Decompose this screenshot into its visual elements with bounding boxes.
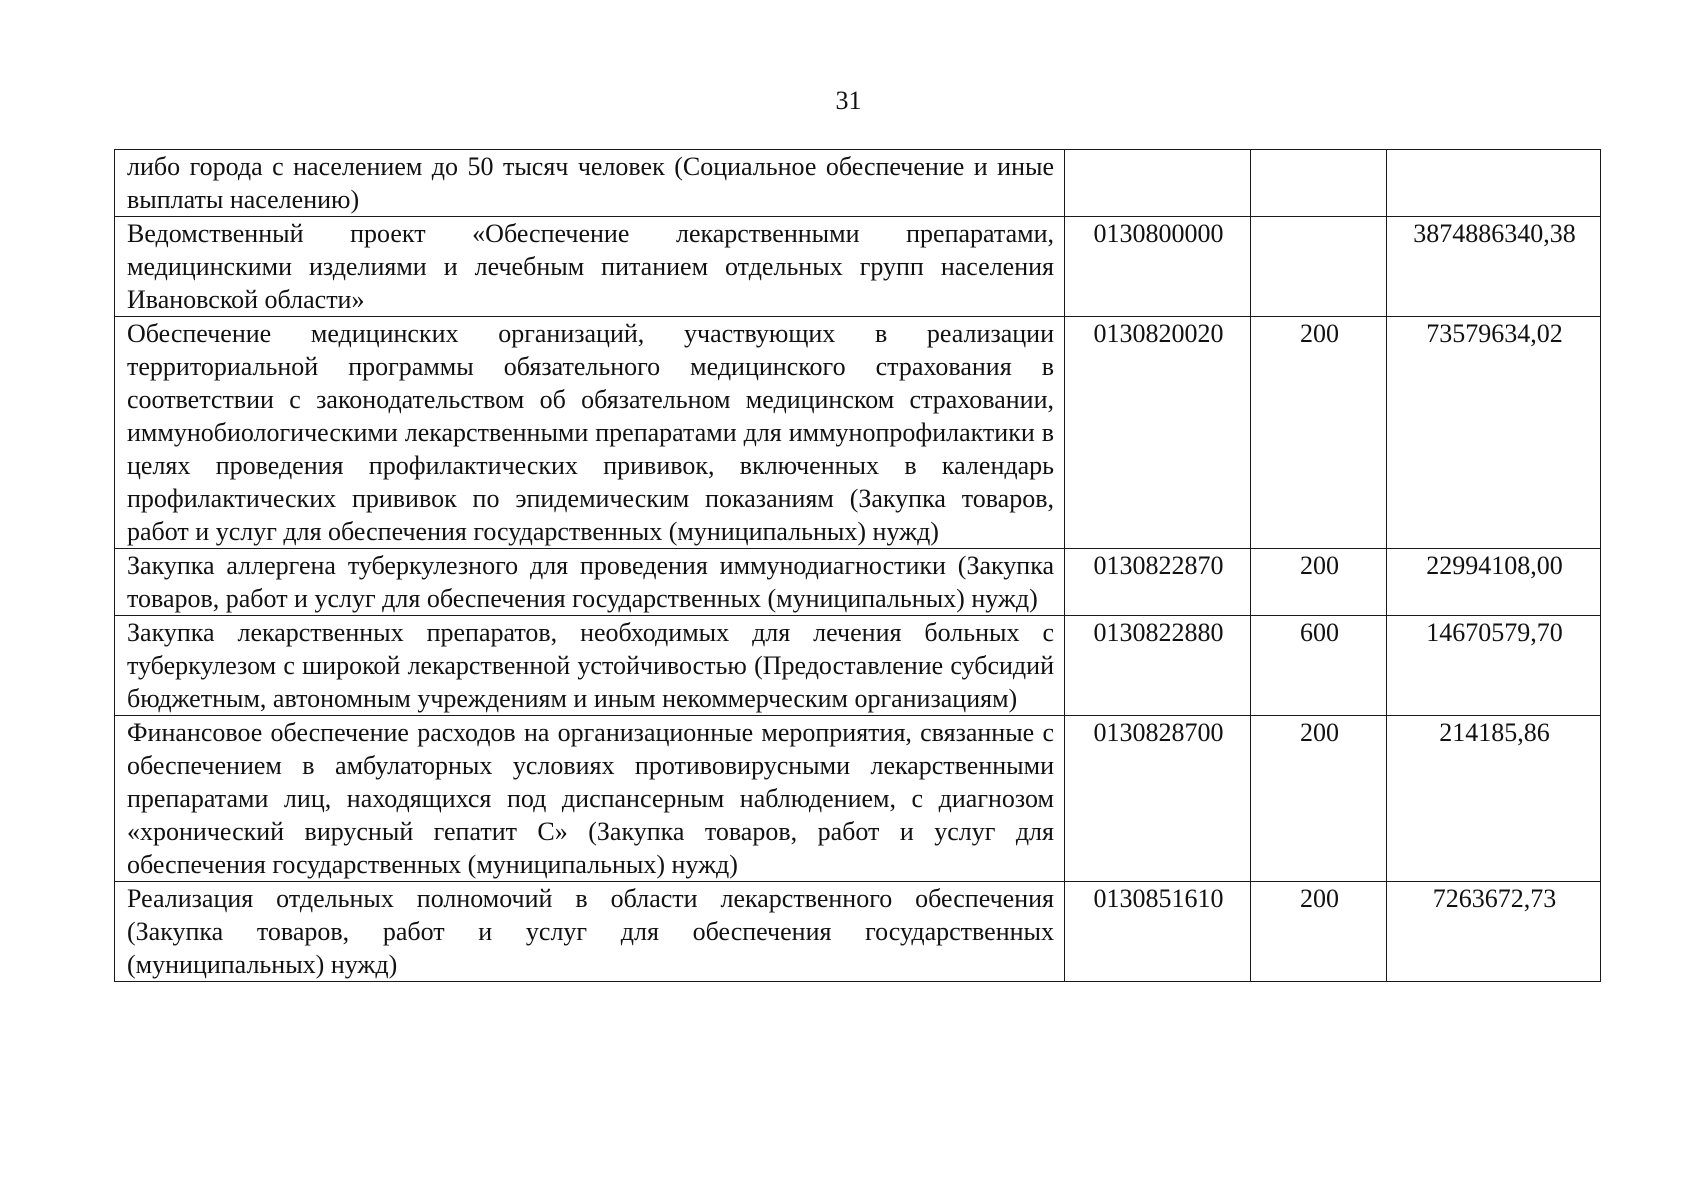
- row-expense-type-cell: [1251, 150, 1387, 217]
- row-name-cell: Обеспечение медицинских организаций, участвующих в реализации территориальной программы обязательного медицинского страхования в соответствии с законодательством об обязательном медицинском страховании, иммунобиологическими лекарственными препаратами для иммунопрофилактики в целях проведения профилактических прививок, включенных в календарь профилактических прививок по эпидемическим показаниям (Закупка товаров, работ и услуг для обеспечения государственных (муниципальных) нужд): [115, 317, 1065, 549]
- row-sum-cell: 22994108,00: [1387, 549, 1601, 616]
- row-name-cell: Ведомственный проект «Обеспечение лекарственными препаратами, медицинскими изделиями и лечебным питанием отдельных групп населения Ивановской области»: [115, 217, 1065, 317]
- table-row: [115, 317, 1601, 549]
- row-code-cell: 0130851610: [1065, 882, 1251, 982]
- table-row: [115, 217, 1601, 317]
- row-name-cell: Реализация отдельных полномочий в области лекарственного обеспечения (Закупка товаров, работ и услуг для обеспечения государственных (муниципальных) нужд): [115, 882, 1065, 982]
- row-sum-cell: 7263672,73: [1387, 882, 1601, 982]
- row-code-cell: 0130822880: [1065, 616, 1251, 716]
- table-row: [115, 150, 1601, 217]
- budget-table: [114, 149, 1601, 982]
- row-code-cell: 0130822870: [1065, 549, 1251, 616]
- row-code-cell: 0130828700: [1065, 716, 1251, 882]
- row-expense-type-cell: 600: [1251, 616, 1387, 716]
- table-row: [115, 616, 1601, 716]
- row-expense-type-cell: 200: [1251, 882, 1387, 982]
- row-name-cell: либо города с населением до 50 тысяч человек (Социальное обеспечение и иные выплаты населению): [115, 150, 1065, 217]
- row-sum-cell: 14670579,70: [1387, 616, 1601, 716]
- row-name-cell: Финансовое обеспечение расходов на организационные мероприятия, связанные с обеспечением в амбулаторных условиях противовирусными лекарственными препаратами лиц, находящихся под диспансерным наблюдением, с диагнозом «хронический вирусный гепатит С» (Закупка товаров, работ и услуг для обеспечения государственных (муниципальных) нужд): [115, 716, 1065, 882]
- row-sum-cell: 214185,86: [1387, 716, 1601, 882]
- row-sum-cell: 3874886340,38: [1387, 217, 1601, 317]
- row-name-cell: Закупка аллергена туберкулезного для проведения иммунодиагностики (Закупка товаров, работ и услуг для обеспечения государственных (муниципальных) нужд): [115, 549, 1065, 616]
- table-row: [115, 882, 1601, 982]
- row-code-cell: [1065, 150, 1251, 217]
- row-code-cell: 0130820020: [1065, 317, 1251, 549]
- row-expense-type-cell: 200: [1251, 716, 1387, 882]
- row-sum-cell: [1387, 150, 1601, 217]
- row-code-cell: 0130800000: [1065, 217, 1251, 317]
- row-name-cell: Закупка лекарственных препаратов, необходимых для лечения больных с туберкулезом с широкой лекарственной устойчивостью (Предоставление субсидий бюджетным, автономным учреждениям и иным некоммерческим организациям): [115, 616, 1065, 716]
- row-expense-type-cell: 200: [1251, 549, 1387, 616]
- table-row: [115, 716, 1601, 882]
- row-expense-type-cell: 200: [1251, 317, 1387, 549]
- page-number: 31: [835, 86, 862, 115]
- table-row: [115, 549, 1601, 616]
- row-sum-cell: 73579634,02: [1387, 317, 1601, 549]
- row-expense-type-cell: [1251, 217, 1387, 317]
